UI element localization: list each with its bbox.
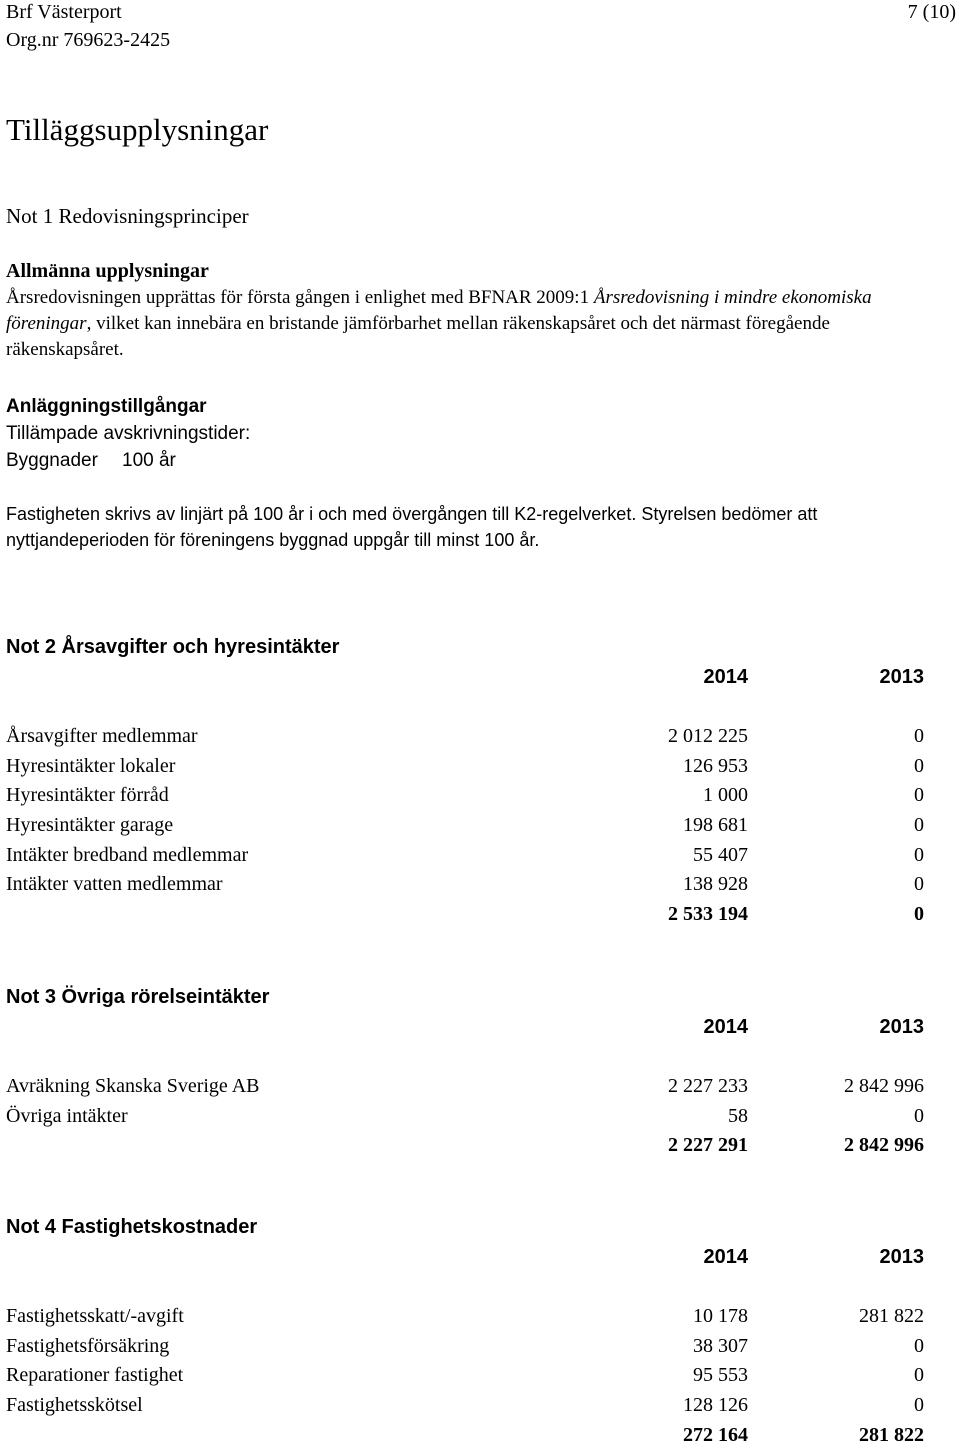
page-title: Tilläggsupplysningar: [6, 112, 269, 147]
total-2013: 2 842 996: [844, 1134, 924, 1157]
spacer-row: [6, 1273, 924, 1303]
table-row: [6, 722, 924, 752]
table-row: [6, 752, 924, 782]
total-row: [6, 1131, 924, 1161]
total-2013: 281 822: [859, 1423, 924, 1446]
note2-table: [6, 663, 924, 929]
org-name: Brf Västerport: [6, 1, 122, 23]
table-row: [6, 1332, 924, 1362]
table-header-row: [6, 1243, 924, 1273]
table-row: [6, 1302, 924, 1332]
value-2014: 2 227 233: [668, 1075, 748, 1098]
note2-title: Not 2 Årsavgifter och hyresintäkter: [6, 636, 340, 658]
row-label: Hyresintäkter lokaler: [6, 754, 176, 777]
row-label: Hyresintäkter förråd: [6, 784, 169, 807]
value-2013: 281 822: [859, 1305, 924, 1328]
total-label-spacer: [6, 1131, 608, 1161]
col-2014-header: 2014: [703, 1246, 748, 1268]
total-row: [6, 900, 924, 930]
general-info-heading: Allmänna upplysningar: [6, 260, 209, 282]
note4-title: Not 4 Fastighetskostnader: [6, 1216, 258, 1238]
org-number: Org.nr 769623-2425: [6, 29, 171, 51]
total-row: [6, 1421, 924, 1450]
table-row: [6, 1102, 924, 1132]
col-2013-header: 2013: [879, 666, 924, 688]
spacer-cell: [6, 1043, 608, 1073]
note3-title: Not 3 Övriga rörelseintäkter: [6, 986, 270, 1008]
row-label: Intäkter bredband medlemmar: [6, 843, 249, 866]
value-2013: 0: [914, 725, 924, 748]
row-label: Övriga intäkter: [6, 1104, 128, 1127]
col-2013-header: 2013: [879, 1016, 924, 1038]
row-label: Reparationer fastighet: [6, 1364, 184, 1387]
depreciation-paragraph: Fastigheten skrivs av linjärt på 100 år i och med övergången till K2-regelverket. Styrelsen bedömer att nyttjandeperioden för föreningens byggnad uppgår till minst 100 år.: [6, 504, 818, 550]
general-info-text-start: Årsredovisningen upprättas för första gången i enlighet med BFNAR 2009:1: [6, 287, 594, 308]
value-2013: 0: [914, 843, 924, 866]
row-label: Avräkning Skanska Sverige AB: [6, 1075, 260, 1098]
total-2014: 272 164: [683, 1423, 748, 1446]
depreciation-subheading: Tillämpade avskrivningstider:: [6, 423, 251, 444]
general-info-text-end: , vilket kan innebära en bristande jämförbarhet mellan räkenskapsåret och det närmast föregående räkenskapsåret.: [6, 313, 830, 360]
note4-table: [6, 1243, 924, 1450]
value-2013: 2 842 996: [844, 1075, 924, 1098]
row-label: Årsavgifter medlemmar: [6, 725, 198, 748]
value-2013: 0: [914, 784, 924, 807]
fixed-assets-heading: Anläggningstillgångar: [6, 396, 207, 417]
spacer-cell: [6, 693, 608, 723]
spacer-cell: [748, 1043, 924, 1073]
table-row: [6, 870, 924, 900]
total-2014: 2 227 291: [668, 1134, 748, 1157]
header-spacer: [6, 663, 608, 693]
value-2014: 95 553: [693, 1364, 748, 1387]
value-2013: 0: [914, 1334, 924, 1357]
col-2013-header: 2013: [879, 1246, 924, 1268]
header-spacer: [6, 1243, 608, 1273]
table-row: [6, 811, 924, 841]
value-2013: 0: [914, 1364, 924, 1387]
spacer-cell: [748, 1273, 924, 1303]
buildings-value: 100 år: [122, 450, 176, 471]
total-label-spacer: [6, 900, 608, 930]
value-2014: 1 000: [703, 784, 748, 807]
col-2014-header: 2014: [703, 666, 748, 688]
table-row: [6, 1361, 924, 1391]
spacer-cell: [608, 1273, 748, 1303]
value-2014: 126 953: [683, 754, 748, 777]
value-2014: 128 126: [683, 1393, 748, 1416]
spacer-row: [6, 1043, 924, 1073]
total-2014: 2 533 194: [668, 902, 748, 925]
value-2014: 198 681: [683, 813, 748, 836]
row-label: Intäkter vatten medlemmar: [6, 873, 223, 896]
general-info-italic-title: Årsredovisning i mindre ekonomiska föreningar: [6, 287, 872, 334]
value-2013: 0: [914, 754, 924, 777]
value-2014: 10 178: [693, 1305, 748, 1328]
spacer-cell: [608, 1043, 748, 1073]
spacer-cell: [608, 693, 748, 723]
total-2013: 0: [914, 902, 924, 925]
note1-title: Not 1 Redovisningsprinciper: [6, 204, 249, 228]
buildings-label: Byggnader: [6, 450, 98, 471]
value-2014: 55 407: [693, 843, 748, 866]
total-label-spacer: [6, 1421, 608, 1450]
value-2013: 0: [914, 813, 924, 836]
row-label: Fastighetsskatt/-avgift: [6, 1305, 184, 1328]
table-row: [6, 781, 924, 811]
row-label: Fastighetsskötsel: [6, 1393, 143, 1416]
header-spacer: [6, 1013, 608, 1043]
row-label: Hyresintäkter garage: [6, 813, 174, 836]
page-number: 7 (10): [907, 1, 956, 23]
spacer-cell: [6, 1273, 608, 1303]
table-row: [6, 1072, 924, 1102]
table-row: [6, 1391, 924, 1421]
general-info-paragraph: [6, 285, 936, 363]
table-header-row: [6, 663, 924, 693]
row-label: Fastighetsförsäkring: [6, 1334, 170, 1357]
value-2014: 38 307: [693, 1334, 748, 1357]
spacer-row: [6, 693, 924, 723]
value-2013: 0: [914, 1104, 924, 1127]
note3-table: [6, 1013, 924, 1161]
table-row: [6, 841, 924, 871]
table-header-row: [6, 1013, 924, 1043]
value-2014: 2 012 225: [668, 725, 748, 748]
value-2014: 58: [728, 1104, 748, 1127]
value-2013: 0: [914, 873, 924, 896]
col-2014-header: 2014: [703, 1016, 748, 1038]
value-2014: 138 928: [683, 873, 748, 896]
value-2013: 0: [914, 1393, 924, 1416]
spacer-cell: [748, 693, 924, 723]
